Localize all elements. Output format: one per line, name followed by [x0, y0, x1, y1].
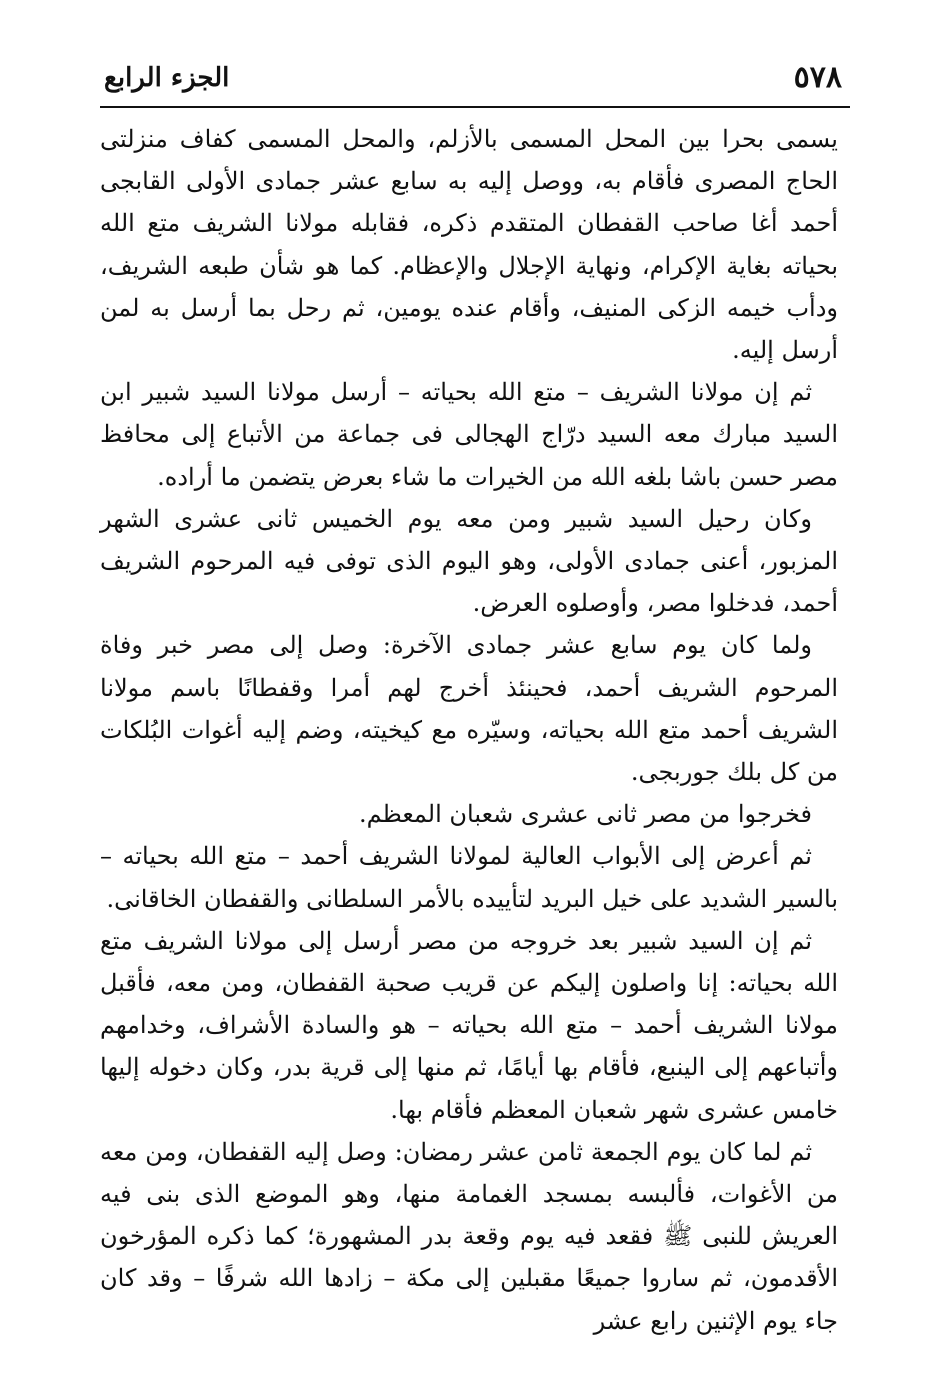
- page-header: [100, 58, 850, 102]
- paragraph-3: وكان رحيل السيد شبير ومن معه يوم الخميس ثانى عشرى الشهر المزبور، أعنى جمادى الأولى، وهو اليوم الذى توفى فيه المرحوم الشريف أحمد، فدخلوا مصر، وأوصلوه العرض.: [100, 504, 838, 618]
- running-title: الجزء الرابع: [104, 63, 230, 93]
- paragraph-4: ولما كان يوم سابع عشر جمادى الآخرة: وصل إلى مصر خبر وفاة المرحوم الشريف أحمد، فحينئذ أخرج لهم أمرا وقفطانًا باسم مولانا الشريف أحمد متع الله بحياته، وسيّره مع كيخيته، وضم إليه أغوات البُلكات من كل بلك جوربجى.: [100, 631, 838, 787]
- page-number: ٥٧٨: [793, 60, 842, 95]
- paragraph-2: ثم إن مولانا الشريف – متع الله بحياته – أرسل مولانا السيد شبير ابن السيد مبارك معه السيد درّاج الهجالى فى جماعة من الأتباع إلى محافظ مصر حسن باشا بلغه الله من الخيرات ما شاء بعرض يتضمن ما أراده.: [100, 378, 838, 491]
- paragraph-6: ثم أعرض إلى الأبواب العالية لمولانا الشريف أحمد – متع الله بحياته – بالسير الشديد على خيل البريد لتأييده بالأمر السلطانى والقفطان الخاقانى.: [100, 842, 838, 913]
- paragraph-8: ثم لما كان يوم الجمعة ثامن عشر رمضان: وصل إليه القفطان، ومن معه من الأغوات، فألبسه بمسجد الغمامة منها، وهو الموضع الذى بنى فيه العريش للنبى ﷺ فقعد فيه يوم وقعة بدر المشهورة؛ كما ذكره المؤرخون الأقدمون، ثم ساروا جميعًا مقبلين إلى مكة – زادها الله شرفًا – وقد كان جاء يوم الإثنين رابع عشر: [100, 1137, 838, 1335]
- header-rule: [100, 106, 850, 108]
- body-text: [100, 118, 838, 1342]
- paragraph-1: يسمى بحرا بين المحل المسمى بالأزلم، والمحل المسمى كفاف منزلتى الحاج المصرى فأقام به، ووصل إليه به سابع عشر جمادى الأولى القابجى أحمد أغا صاحب القفطان المتقدم ذكره، فقابله مولانا الشريف متع الله بحياته بغاية الإكرام، ونهاية الإجلال والإعظام. كما هو شأن طبعه الشريف، ودأب خيمه الزكى المنيف، وأقام عنده يومين، ثم رحل بما أرسل به لمن أرسل إليه.: [100, 125, 838, 365]
- paragraph-7: ثم إن السيد شبير بعد خروجه من مصر أرسل إلى مولانا الشريف متع الله بحياته: إنا واصلون إليكم عن قريب صحبة القفطان، ومن معه، فأقبل مولانا الشريف أحمد – متع الله بحياته – هو والسادة الأشراف، وخدامهم وأتباعهم إلى الينبع، فأقام بها أيامًا، ثم منها إلى قرية بدر، وكان دخوله إليها خامس عشرى شهر شعبان المعظم فأقام بها.: [100, 926, 838, 1124]
- paragraph-5: فخرجوا من مصر ثانى عشرى شعبان المعظم.: [359, 800, 812, 829]
